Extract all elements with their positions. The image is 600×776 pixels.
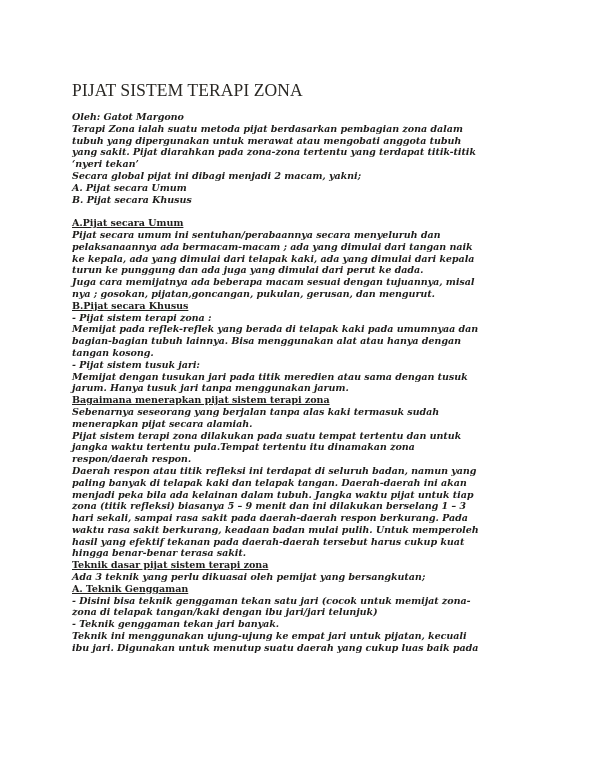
text-line: Ada 3 teknik yang perlu dikuasai oleh pemijat yang bersangkutan; <box>72 572 426 584</box>
text-line: Oleh: Gatot Margono <box>72 112 184 123</box>
text-line: jangka waktu tertentu pula.Tempat tertentu itu dinamakan zona <box>72 442 415 454</box>
text-line: pelaksanaannya ada bermacam-macam ; ada yang dimulai dari tangan naik <box>72 241 473 253</box>
text-line: Memijat pada reflek-reflek yang berada di telapak kaki pada umumnyaa dan <box>72 324 479 336</box>
text-line: respon/daerah respon. <box>72 454 192 466</box>
text-line: jarum. Hanya tusuk jari tanpa menggunakan jarum. <box>72 383 349 395</box>
text-line: hari sekali, sampai rasa sakit pada daerah-daerah respon berkurang. Pada <box>72 513 468 525</box>
text-line: hasil yang efektif tekanan pada daerah-daerah tersebut harus cukup kuat <box>72 536 465 548</box>
text-line: Pijat sistem terapi zona dilakukan pada suatu tempat tertentu dan untuk <box>72 430 462 442</box>
section-heading: B.Pijat secara Khusus <box>72 300 189 312</box>
text-line: turun ke punggung dan ada juga yang dimulai dari perut ke dada. <box>72 265 424 277</box>
text-line: Daerah respon atau titik refleksi ini terdapat di seluruh badan, namun yang <box>72 465 477 477</box>
text-line: hingga benar-benar terasa sakit. <box>72 548 246 560</box>
text-line: menjadi peka bila ada kelainan dalam tubuh. Jangka waktu pijat untuk tiap <box>72 489 474 501</box>
text-line: paling banyak di telapak kaki dan telapak tangan. Daerah-daerah ini akan <box>72 477 467 489</box>
text-line: waktu rasa sakit berkurang, keadaan badan mulai pulih. Untuk memperoleh <box>72 524 479 536</box>
text-line: Sebenarnya seseorang yang berjalan tanpa alas kaki termasuk sudah <box>72 406 440 418</box>
text-line: - Pijat sistem tusuk jari: <box>72 359 200 371</box>
text-line: Teknik ini menggunakan ujung-ujung ke empat jari untuk pijatan, kecuali <box>72 631 467 643</box>
text-line: Juga cara memijatnya ada beberapa macam sesuai dengan tujuannya, misal <box>72 277 475 289</box>
text-line: Pijat secara umum ini sentuhan/perabaannya secara menyeluruh dan <box>72 229 441 241</box>
text-line: ke kepala, ada yang dimulai dari telapak kaki, ada yang dimulai dari kepala <box>72 253 475 265</box>
text-line: bagian-bagian tubuh lainnya. Bisa menggunakan alat atau hanya dengan <box>72 336 461 348</box>
document-title: PIJAT SISTEM TERAPI ZONA <box>72 80 303 100</box>
text-line: zona (titik refleksi) biasanya 5 – 9 menit dan ini dilakukan berselang 1 – 3 <box>72 501 466 513</box>
text-line: - Teknik genggaman tekan jari banyak. <box>72 619 280 631</box>
text-line: - Pijat sistem terapi zona : <box>72 312 212 324</box>
text-line: - Disini bisa teknik genggaman tekan satu jari (cocok untuk memijat zona- <box>72 595 471 607</box>
text-line: Terapi Zona ialah suatu metoda pijat berdasarkan pembagian zona dalam <box>72 123 463 135</box>
blank-line <box>72 206 542 218</box>
text-line: ‘nyeri tekan’ <box>72 159 139 171</box>
text-line: ibu jari. Digunakan untuk menutup suatu daerah yang cukup luas baik pada <box>72 642 479 654</box>
section-heading: A. Teknik Genggaman <box>72 583 189 595</box>
text-line: tubuh yang dipergunakan untuk merawat atau mengobati anggota tubuh <box>72 135 462 147</box>
text-line: Secara global pijat ini dibagi menjadi 2 macam, yakni; <box>72 170 362 182</box>
section-heading: Bagaimana menerapkan pijat sistem terapi zona <box>72 395 330 407</box>
text-line: menerapkan pijat secara alamiah. <box>72 418 253 430</box>
text-line: tangan kosong. <box>72 347 154 359</box>
text-line: nya ; gosokan, pijatan,goncangan, pukulan, gerusan, dan mengurut. <box>72 288 435 300</box>
document-body <box>72 112 542 655</box>
text-line: A. Pijat secara Umum <box>72 182 187 194</box>
section-heading: A.Pijat secara Umum <box>72 218 184 230</box>
text-line: yang sakit. Pijat diarahkan pada zona-zona tertentu yang terdapat titik-titik <box>72 147 476 159</box>
section-heading: Teknik dasar pijat sistem terapi zona <box>72 560 269 572</box>
document-page <box>72 80 542 655</box>
text-line: B. Pijat secara Khusus <box>72 194 192 206</box>
text-line: zona di telapak tangan/kaki dengan ibu jari/jari telunjuk) <box>72 607 378 619</box>
text-line: Memijat dengan tusukan jari pada titik meredien atau sama dengan tusuk <box>72 371 468 383</box>
